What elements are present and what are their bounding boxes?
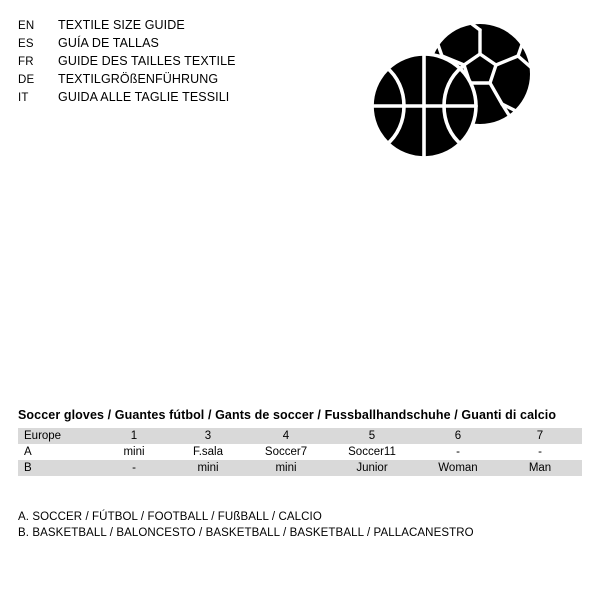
row-label: A	[18, 444, 98, 460]
language-row	[18, 70, 318, 88]
language-row	[18, 88, 318, 106]
table-cell: -	[498, 444, 582, 460]
table-header-cell: 5	[326, 428, 418, 444]
table-row	[18, 460, 582, 476]
balls-illustration	[352, 22, 552, 172]
size-table	[18, 428, 582, 476]
language-code: FR	[18, 56, 34, 68]
table-cell: F.sala	[170, 444, 246, 460]
table-title: Soccer gloves / Guantes fútbol / Gants de soccer / Fussballhandschuhe / Guanti di calcio	[18, 408, 557, 422]
language-row	[18, 52, 318, 70]
language-row	[18, 16, 318, 34]
size-table-section	[18, 408, 582, 476]
table-header-row	[18, 428, 582, 444]
language-code: ES	[18, 38, 34, 50]
table-cell: Man	[498, 460, 582, 476]
language-title: GUIDA ALLE TAGLIE TESSILI	[58, 90, 230, 104]
language-code: EN	[18, 20, 35, 32]
table-row	[18, 444, 582, 460]
table-cell: Soccer7	[246, 444, 326, 460]
table-cell: -	[418, 444, 498, 460]
table-cell: Junior	[326, 460, 418, 476]
table-cell: mini	[170, 460, 246, 476]
footnote-a: A. SOCCER / FÚTBOL / FOOTBALL / FUßBALL / CALCIO	[18, 511, 322, 523]
language-title: GUÍA DE TALLAS	[58, 36, 159, 50]
language-row	[18, 34, 318, 52]
language-title: GUIDE DES TAILLES TEXTILE	[58, 54, 236, 68]
language-title: TEXTILE SIZE GUIDE	[58, 18, 185, 32]
table-header-cell: 1	[98, 428, 170, 444]
language-legend	[18, 16, 318, 106]
table-cell: Soccer11	[326, 444, 418, 460]
table-cell: mini	[246, 460, 326, 476]
language-title: TEXTILGRÖßENFÜHRUNG	[58, 72, 219, 86]
basketball-icon	[372, 54, 476, 158]
row-label: B	[18, 460, 98, 476]
basketball-and-soccer-ball-icon	[352, 22, 552, 172]
table-header-cell: 6	[418, 428, 498, 444]
language-code: DE	[18, 74, 35, 86]
footnotes	[18, 509, 582, 541]
table-header-cell: 7	[498, 428, 582, 444]
table-header-cell: Europe	[18, 428, 98, 444]
table-header-cell: 3	[170, 428, 246, 444]
table-cell: Woman	[418, 460, 498, 476]
table-header-cell: 4	[246, 428, 326, 444]
footnote-b: B. BASKETBALL / BALONCESTO / BASKETBALL / BASKETBALL / PALLACANESTRO	[18, 527, 474, 539]
language-code: IT	[18, 92, 29, 104]
table-cell: mini	[98, 444, 170, 460]
table-cell: -	[98, 460, 170, 476]
